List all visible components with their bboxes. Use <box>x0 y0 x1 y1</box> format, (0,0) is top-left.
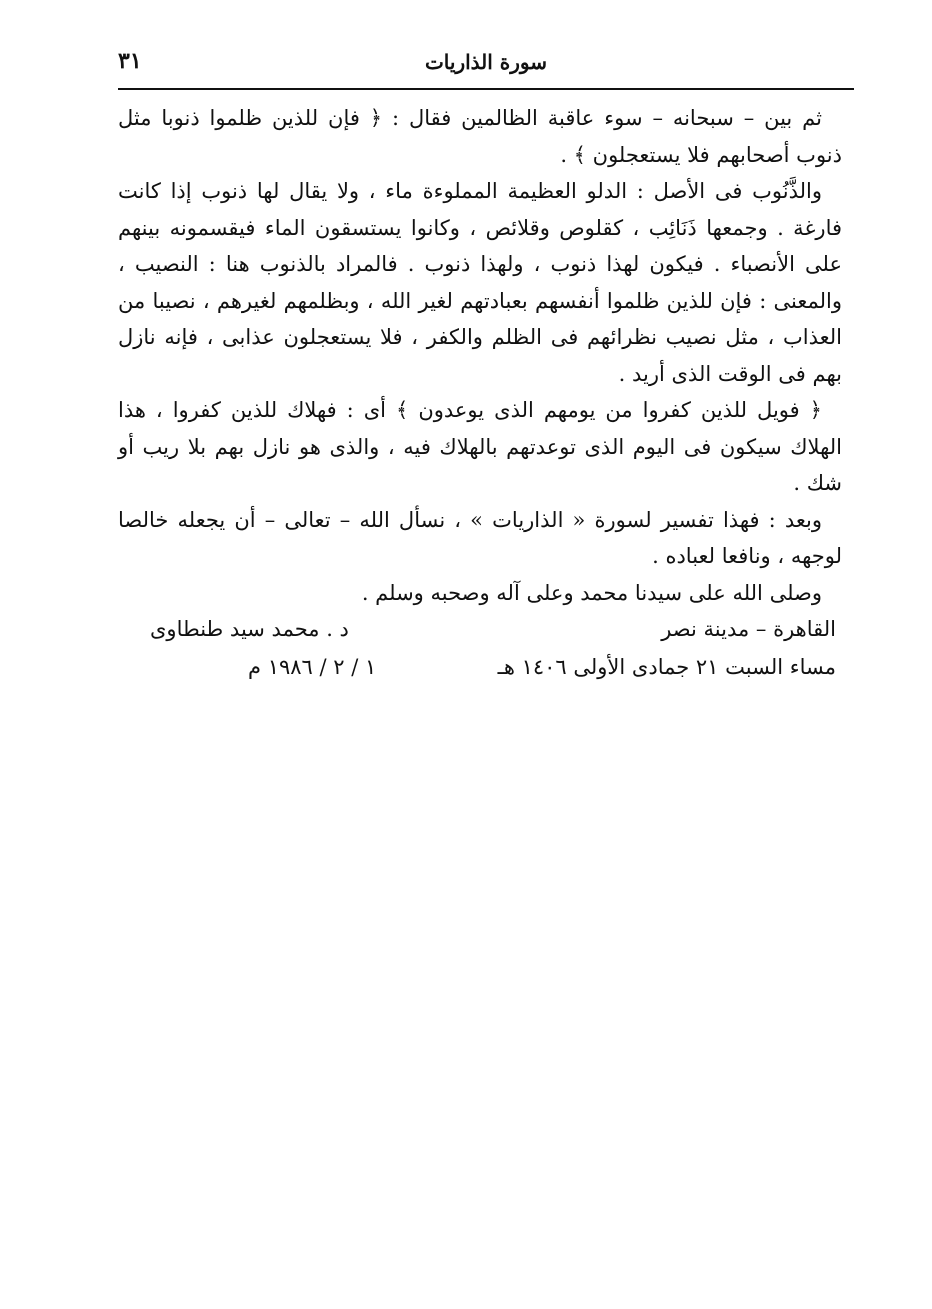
page-number: ٣١ <box>118 48 142 74</box>
date-gregorian: ١ / ٢ / ١٩٨٦ م <box>248 655 377 679</box>
place-line: القاهرة – مدينة نصر <box>661 617 836 641</box>
paragraph-3: ﴿ فويل للذين كفروا من يومهم الذى يوعدون ﴾ أى : فهلاك للذين كفروا ، هذا الهلاك سيكون فى اليوم الذى توعدتهم بالهلاك فيه ، والذى هو نازل بهم بلا ريب أو شك . <box>118 398 842 495</box>
closing-prayer: وصلى الله على سيدنا محمد وعلى آله وصحبه وسلم . <box>361 580 822 605</box>
paragraph-4: وبعد : فهذا تفسير لسورة « الذاريات » ، نسأل الله – تعالى – أن يجعله خالصا لوجهه ، ونافعا لعباده . <box>118 507 842 568</box>
signature-row <box>118 611 842 649</box>
date-hijri: مساء السبت ٢١ جمادى الأولى ١٤٠٦ هـ <box>497 655 836 679</box>
paragraph-2: والذَّنُوب فى الأصل : الدلو العظيمة المملوءة ماء ، ولا يقال لها ذنوب إذا كانت فارغة . وجمعها ذَنَائِب ، كقلوص وقلائص ، وكانوا يستسقون الماء فيقسمونه بينهم على الأنصباء . فيكون لهذا ذنوب ، ولهذا ذنوب . فالمراد بالذنوب هنا : النصيب ، والمعنى : فإن للذين ظلموا أنفسهم بعبادتهم لغير الله ، وبظلمهم لغيرهم ، نصيبا من العذاب ، مثل نصيب نظرائهم فى الظلم والكفر ، فلا يستعجلون عذابى ، فإنه نازل بهم فى الوقت الذى أريد . <box>118 179 842 386</box>
body-text <box>118 100 842 687</box>
running-title: سورة الذاريات <box>424 50 548 74</box>
date-row <box>118 649 842 687</box>
author-name: د . محمد سيد طنطاوى <box>150 617 349 641</box>
header-rule <box>118 88 854 90</box>
paragraph-1: ثم بين – سبحانه – سوء عاقبة الظالمين فقال : ﴿ فإن للذين ظلموا ذنوبا مثل ذنوب أصحابهم فلا يستعجلون ﴾ . <box>118 106 842 167</box>
page-header <box>118 44 854 84</box>
